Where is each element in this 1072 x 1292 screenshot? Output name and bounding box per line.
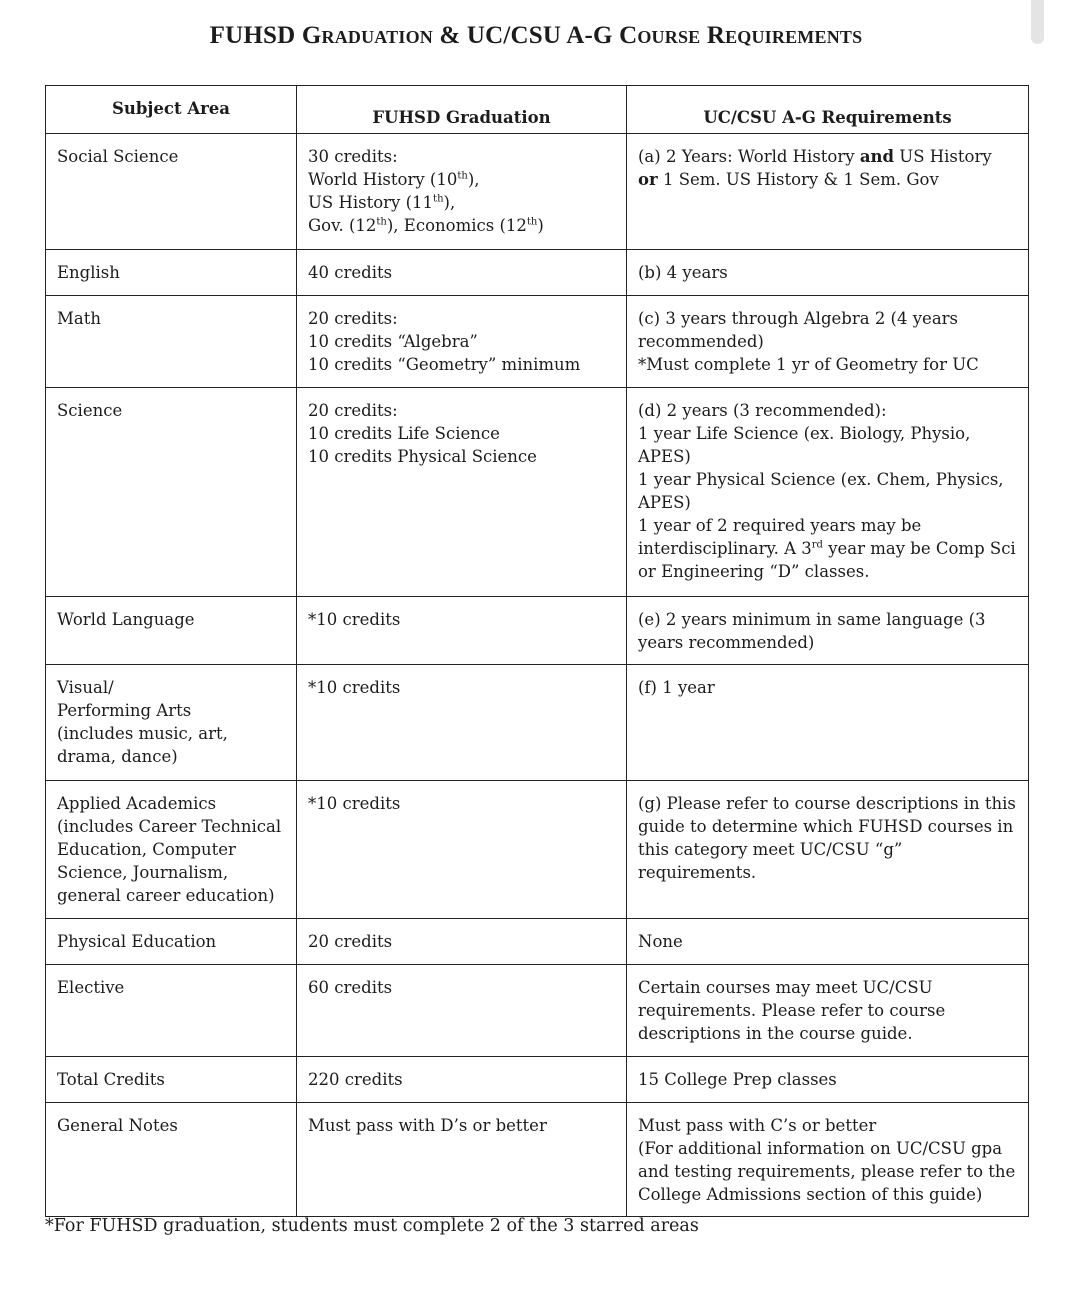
subject-cell: English: [46, 250, 297, 296]
fuhsd-cell: *10 credits: [297, 665, 627, 781]
cell-line: US History (11th),: [308, 193, 456, 212]
subject-cell: [46, 665, 297, 781]
table-row: [46, 965, 1029, 1057]
table-row: [46, 919, 1029, 965]
subject-cell: Social Science: [46, 134, 297, 250]
cell-line: 30 credits:: [308, 147, 398, 166]
table-row: [46, 296, 1029, 388]
table-row: [46, 250, 1029, 296]
cell-line: (d) 2 years (3 recommended):: [638, 401, 887, 420]
cell-line: Visual/: [57, 678, 114, 697]
fuhsd-cell: *10 credits: [297, 597, 627, 665]
fuhsd-cell: [297, 296, 627, 388]
cell-line: 10 credits “Algebra”: [308, 332, 478, 351]
ucsu-cell: [627, 388, 1029, 597]
ucsu-cell: 15 College Prep classes: [627, 1057, 1029, 1103]
table-row: [46, 388, 1029, 597]
cell-line: World History (10th),: [308, 170, 480, 189]
cell-line: 1 year Life Science (ex. Biology, Physio, APES): [638, 424, 971, 466]
ucsu-cell: (g) Please refer to course descriptions in this guide to determine which FUHSD courses in this category meet UC/CSU “g” requirements.: [627, 781, 1029, 919]
ucsu-cell: [627, 296, 1029, 388]
fuhsd-cell: [297, 134, 627, 250]
header-subject-area: Subject Area: [46, 86, 297, 134]
cell-line: Gov. (12th), Economics (12th): [308, 216, 544, 235]
header-fuhsd-graduation: FUHSD Graduation: [297, 86, 627, 134]
cell-line: 1 year Physical Science (ex. Chem, Physics, APES): [638, 470, 1004, 512]
subject-cell: Physical Education: [46, 919, 297, 965]
footnote: *For FUHSD graduation, students must complete 2 of the 3 starred areas: [45, 1216, 699, 1236]
cell-line: 10 credits Physical Science: [308, 447, 537, 466]
subject-cell: Elective: [46, 965, 297, 1057]
table-header-row: [46, 86, 1029, 134]
ucsu-cell: [627, 1103, 1029, 1217]
fuhsd-cell: 20 credits: [297, 919, 627, 965]
cell-line: (includes music, art, drama, dance): [57, 724, 228, 766]
subject-cell: General Notes: [46, 1103, 297, 1217]
ucsu-cell: None: [627, 919, 1029, 965]
table-row: [46, 781, 1029, 919]
header-ucsu-requirements: UC/CSU A-G Requirements: [627, 86, 1029, 134]
ucsu-cell: (e) 2 years minimum in same language (3 years recommended): [627, 597, 1029, 665]
fuhsd-cell: 60 credits: [297, 965, 627, 1057]
cell-line: Performing Arts: [57, 701, 192, 720]
fuhsd-cell: *10 credits: [297, 781, 627, 919]
cell-line: (c) 3 years through Algebra 2 (4 years recommended): [638, 309, 959, 351]
cell-line: Applied Academics: [57, 794, 217, 813]
page-title: FUHSD Graduation & UC/CSU A-G Course Requirements: [209, 22, 863, 49]
cell-line: (includes Career Technical Education, Computer Science, Journalism, general career education): [57, 817, 282, 905]
subject-cell: Total Credits: [46, 1057, 297, 1103]
cell-line: 10 credits Life Science: [308, 424, 500, 443]
cell-line: 20 credits:: [308, 401, 398, 420]
cell-line: Must pass with C’s or better: [638, 1116, 877, 1135]
cell-line: 1 year of 2 required years may be interdisciplinary. A 3rd year may be Comp Sci or Engineering “D” classes.: [638, 516, 1016, 581]
table-row: [46, 1057, 1029, 1103]
table-row: [46, 1103, 1029, 1217]
subject-cell: [46, 781, 297, 919]
table-row: [46, 134, 1029, 250]
subject-cell: World Language: [46, 597, 297, 665]
table-row: [46, 597, 1029, 665]
ucsu-cell: (f) 1 year: [627, 665, 1029, 781]
cell-line: (For additional information on UC/CSU gpa and testing requirements, please refer to the College Admissions section of this guide): [638, 1139, 1016, 1204]
cell-line: *Must complete 1 yr of Geometry for UC: [638, 355, 979, 374]
cell-line: 10 credits “Geometry” minimum: [308, 355, 581, 374]
fuhsd-cell: [297, 388, 627, 597]
subject-cell: Math: [46, 296, 297, 388]
requirements-table: [45, 85, 1029, 1217]
ucsu-cell: (b) 4 years: [627, 250, 1029, 296]
table-row: [46, 665, 1029, 781]
ucsu-cell: (a) 2 Years: World History and US History or 1 Sem. US History & 1 Sem. Gov: [627, 134, 1029, 250]
cell-line: 20 credits:: [308, 309, 398, 328]
fuhsd-cell: 40 credits: [297, 250, 627, 296]
subject-cell: Science: [46, 388, 297, 597]
ucsu-cell: Certain courses may meet UC/CSU requirements. Please refer to course descriptions in the course guide.: [627, 965, 1029, 1057]
fuhsd-cell: Must pass with D’s or better: [297, 1103, 627, 1217]
fuhsd-cell: 220 credits: [297, 1057, 627, 1103]
